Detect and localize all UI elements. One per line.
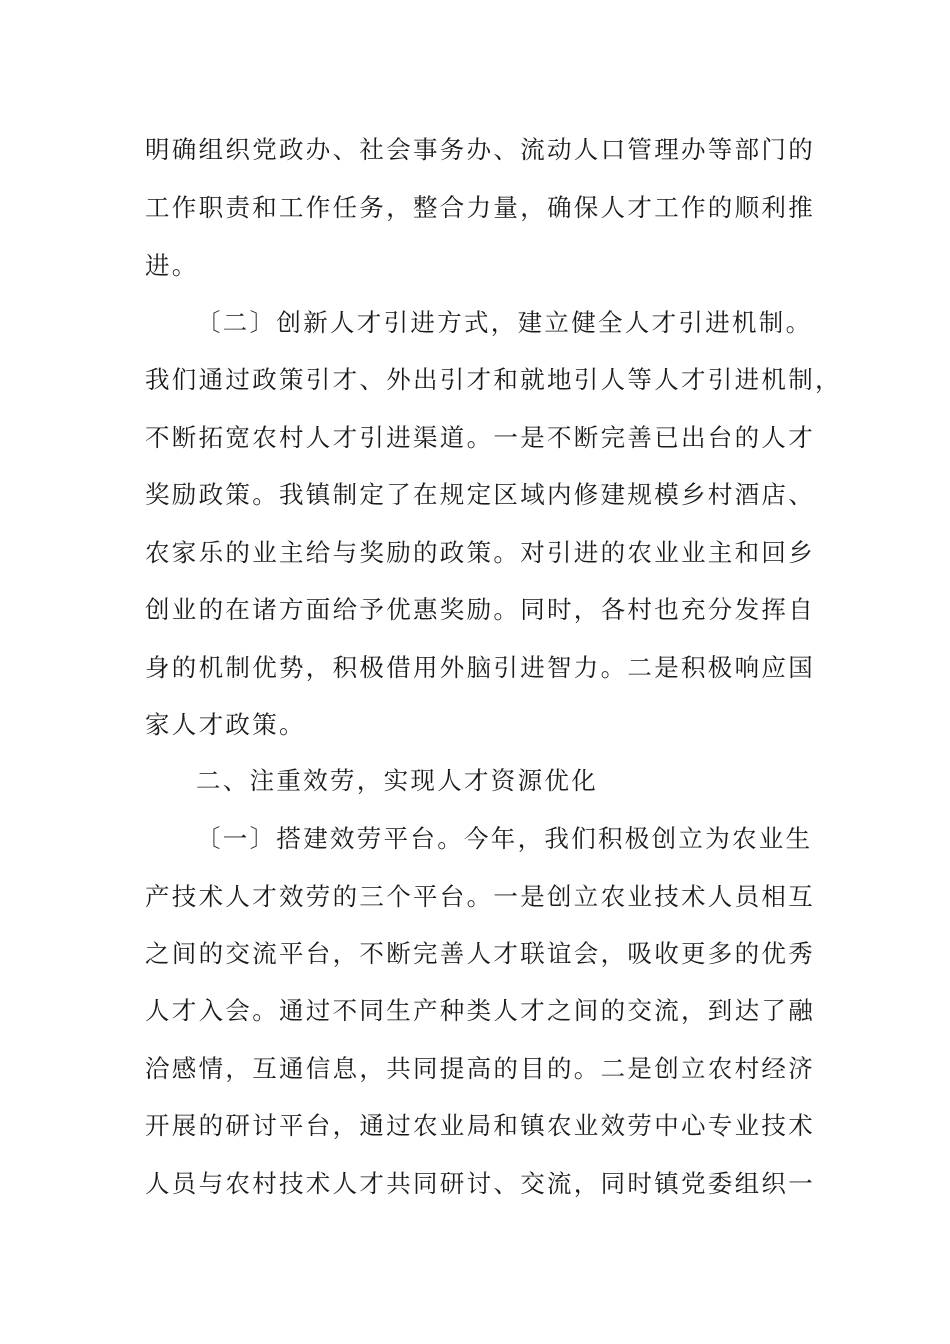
text-line: 不断拓宽农村人才引进渠道。一是不断完善已出台的人才 (145, 423, 815, 452)
text-line: 工作职责和工作任务，整合力量，确保人才工作的顺利推 (145, 193, 815, 222)
text-line: 家人才政策。 (145, 710, 306, 739)
text-line: 创业的在诸方面给予优惠奖励。同时，各村也充分发挥自 (145, 595, 815, 624)
text-line: 产技术人才效劳的三个平台。一是创立农业技术人员相互 (145, 882, 815, 911)
text-line: 农家乐的业主给与奖励的政策。对引进的农业业主和回乡 (145, 538, 815, 567)
text-line: 之间的交流平台，不断完善人才联谊会，吸收更多的优秀 (145, 939, 815, 968)
text-line: 身的机制优势，积极借用外脑引进智力。二是积极响应国 (145, 653, 815, 682)
text-line: 我们通过政策引才、外出引才和就地引人等人才引进机制， (145, 365, 842, 394)
text-line: 开展的研讨平台，通过农业局和镇农业效劳中心专业技术 (145, 1111, 815, 1140)
section-heading: 〔一〕搭建效劳平台。今年，我们积极创立为农业生 (196, 824, 813, 853)
section-heading: 〔二〕创新人才引进方式，建立健全人才引进机制。 (196, 308, 813, 337)
chapter-heading: 二、注重效劳，实现人才资源优化 (196, 766, 598, 795)
text-line: 洽感情，互通信息，共同提高的目的。二是创立农村经济 (145, 1054, 815, 1083)
text-line: 人员与农村技术人才共同研讨、交流，同时镇党委组织一 (145, 1169, 815, 1198)
text-line: 明确组织党政办、社会事务办、流动人口管理办等部门的 (145, 135, 815, 164)
text-line: 奖励政策。我镇制定了在规定区域内修建规模乡村酒店、 (145, 480, 815, 509)
text-line: 人才入会。通过不同生产种类人才之间的交流，到达了融 (145, 996, 815, 1025)
text-line: 进。 (145, 251, 199, 280)
